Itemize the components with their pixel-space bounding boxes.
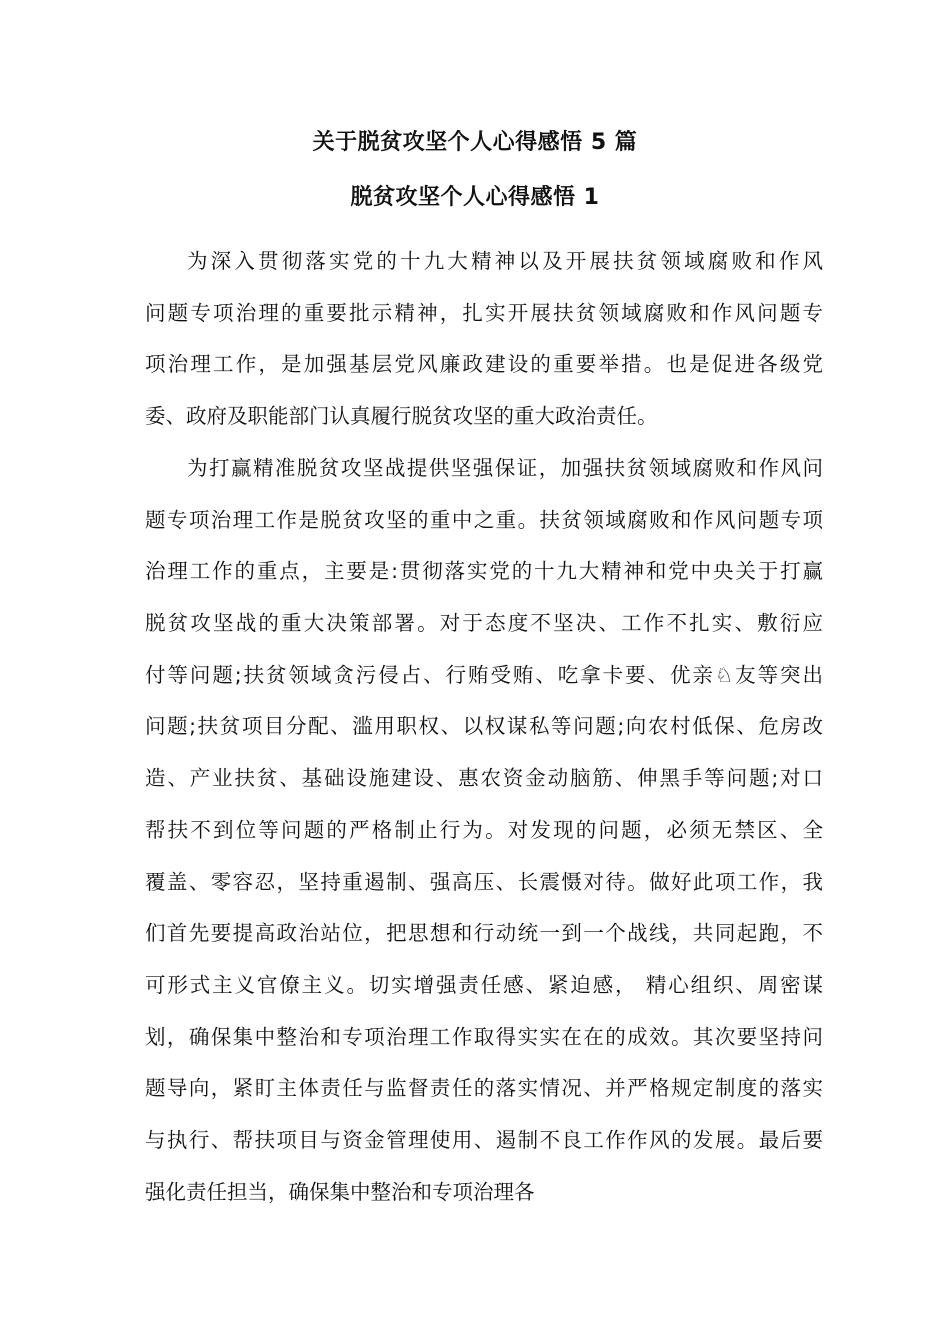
text-line: 强化责任担当，确保集中整治和专项治理各 xyxy=(145,1179,535,1204)
text-line: 可形式主义官僚主义。切实增强责任感、紧迫感， 精心组织、周密谋 xyxy=(145,972,823,997)
text-line: 问题;扶贫项目分配、滥用职权、以权谋私等问题;向农村低保、危房改 xyxy=(145,714,823,739)
text-line: 为深入贯彻落实党的十九大精神以及开展扶贫领域腐败和作风 xyxy=(187,249,823,273)
text-line: 划，确保集中整治和专项治理工作取得实实在在的成效。其次要坚持问 xyxy=(145,1024,823,1049)
text-line: 脱贫攻坚战的重大决策部署。对于态度不坚决、工作不扎实、敷衍应 xyxy=(145,611,823,636)
text-line: 治理工作的重点，主要是:贯彻落实党的十九大精神和党中央关于打赢 xyxy=(145,559,823,584)
text-line: 问题专项治理的重要批示精神，扎实开展扶贫领域腐败和作风问题专 xyxy=(145,300,823,325)
text-line: 们首先要提高政治站位，把思想和行动统一到一个战线，共同起跑，不 xyxy=(145,921,823,946)
text-line: 付等问题;扶贫领域贪污侵占、行贿受贿、吃拿卡要、优亲♘友等突出 xyxy=(145,662,823,687)
text-line: 项治理工作，是加强基层党风廉政建设的重要举措。也是促进各级党 xyxy=(145,352,823,377)
document-title: 关于脱贫攻坚个人心得感悟 5 篇 xyxy=(312,130,638,155)
text-line: 题专项治理工作是脱贫攻坚的重中之重。扶贫领域腐败和作风问题专项 xyxy=(145,507,823,532)
paragraph-1 xyxy=(145,236,823,443)
text-line: 与执行、帮扶项目与资金管理使用、遏制不良工作作风的发展。最后要 xyxy=(145,1127,823,1152)
text-line: 委、政府及职能部门认真履行脱贫攻坚的重大政治责任。 xyxy=(145,404,658,429)
text-line: 为打赢精准脱贫攻坚战提供坚强保证，加强扶贫领域腐败和作风问 xyxy=(187,456,823,480)
text-line: 题导向，紧盯主体责任与监督责任的落实情况、并严格规定制度的落实 xyxy=(145,1076,823,1101)
paragraph-2 xyxy=(145,443,823,1218)
text-line: 覆盖、零容忍，坚持重遏制、强高压、长震慑对待。做好此项工作，我 xyxy=(145,869,823,894)
text-line: 帮扶不到位等问题的严格制止行为。对发现的问题，必须无禁区、全 xyxy=(145,817,823,842)
text-line: 造、产业扶贫、基础设施建设、惠农资金动脑筋、伸黑手等问题;对口 xyxy=(145,766,823,791)
section-heading: 脱贫攻坚个人心得感悟 1 xyxy=(350,185,600,210)
